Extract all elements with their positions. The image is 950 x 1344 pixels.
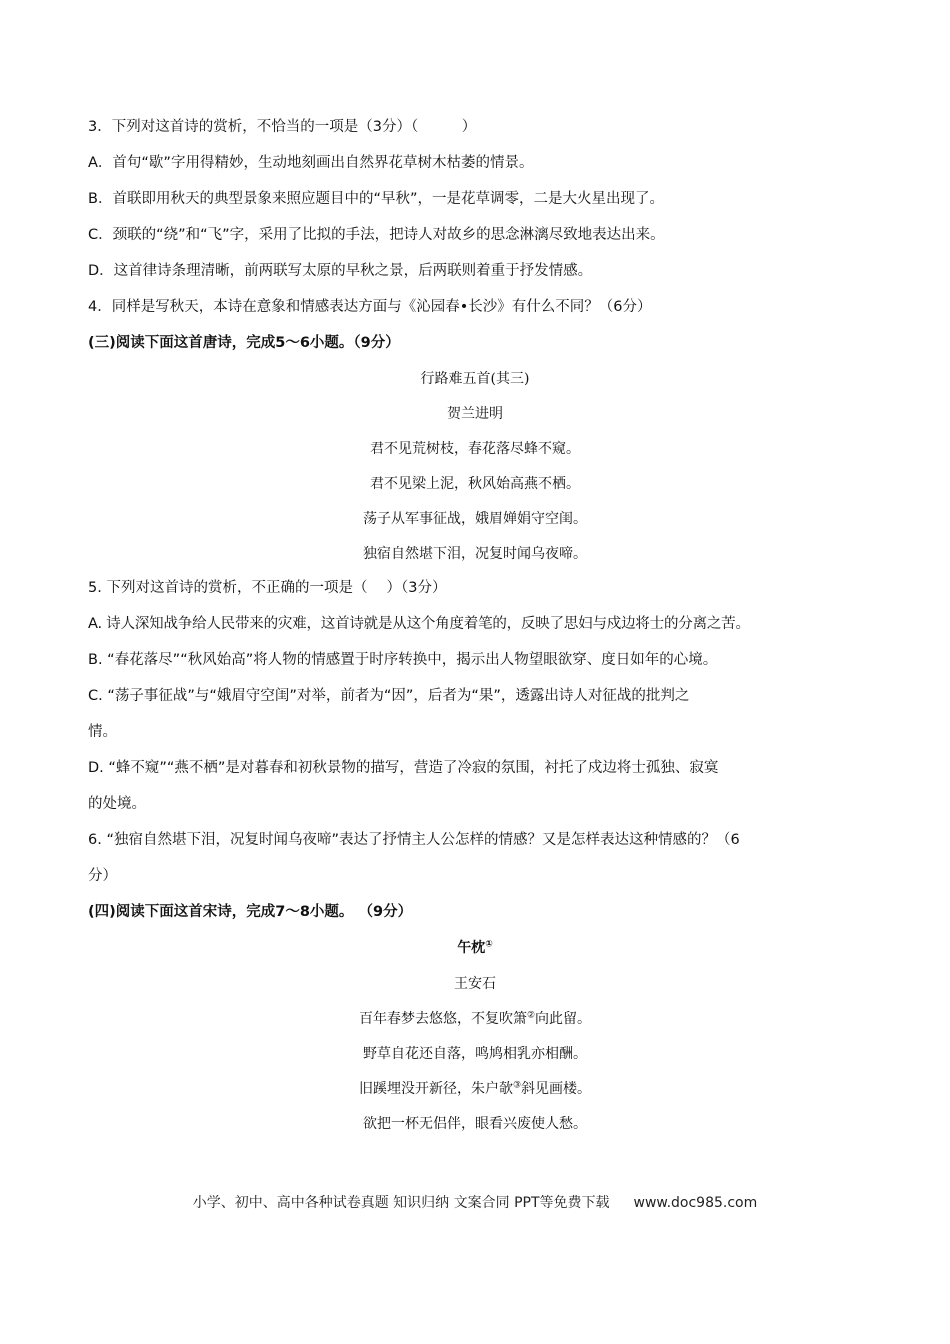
question-3-option-d: D．这首律诗条理清晰，前两联写太原的早秋之景，后两联则着重于抒发情感。 [88,263,593,279]
question-3-option-c: C．颈联的“绕”和“飞”字，采用了比拟的手法，把诗人对故乡的思念淋漓尽致地表达出来。 [88,227,665,243]
question-3-option-b: B．首联即用秋天的典型景象来照应题目中的“早秋”，一是花草调零，二是大火星出现了。 [88,191,664,207]
question-5-option-c-continued: 情。 [88,724,117,740]
question-6-continued: 分） [88,868,117,884]
poem-2-line-3: 旧蹊埋没开新径，朱户欹③斜见画楼。 [358,1080,592,1097]
footnote-marker: ① [485,939,493,950]
question-5-option-a: A. 诗人深知战争给人民带来的灾难，这首诗就是从这个角度着笔的，反映了思妇与戍边将士的分离之苦。 [88,616,750,632]
question-5-option-d-continued: 的处境。 [88,796,146,812]
question-3-option-a: A．首句“歇”字用得精妙，生动地刻画出自然界花草树木枯萎的情景。 [88,155,534,171]
question-5-stem: 5. 下列对这首诗的赏析，不正确的一项是（ ）（3分） [88,580,447,596]
footer-url[interactable]: www.doc985.com [633,1195,758,1211]
poem-2-line-1: 百年春梦去悠悠，不复吹箫②向此留。 [358,1010,592,1027]
poem-2-author: 王安石 [454,976,496,992]
poem-1-title: 行路难五首(其三) [420,371,530,387]
poem-1-line-4: 独宿自然堪下泪，况复时闻乌夜啼。 [363,546,587,562]
poem-2-line-4: 欲把一杯无侣伴，眼看兴废使人愁。 [363,1116,587,1132]
poem-1-line-2: 君不见梁上泥，秋风始高燕不栖。 [370,476,580,492]
section-3-heading: (三)阅读下面这首唐诗，完成5～6小题。（9分） [88,335,400,351]
section-4-heading: (四)阅读下面这首宋诗，完成7～8小题。 （9分） [88,904,413,920]
page-footer [0,1192,950,1212]
footnote-marker: ③ [512,1080,522,1091]
poem-2-title: 午枕① [457,939,493,956]
question-6: 6. “独宿自然堪下泪，况复时闻乌夜啼”表达了抒情主人公怎样的情感？又是怎样表达这种情感的？（6 [88,832,740,848]
poem-1-line-1: 君不见荒树枝，春花落尽蜂不窥。 [370,441,580,457]
footer-text: 小学、初中、高中各种试卷真题 知识归纳 文案合同 PPT等免费下载 [192,1195,610,1211]
question-3-stem: 3．下列对这首诗的赏析，不恰当的一项是（3分）（ ） [88,119,477,135]
poem-2-line-2: 野草自花还自落，鸣鸠相乳亦相酬。 [363,1046,587,1062]
poem-1-line-3: 荡子从军事征战，娥眉婵娟守空闺。 [363,511,587,527]
footnote-marker: ② [526,1010,536,1021]
question-5-option-b: B. “春花落尽”“秋风始高”将人物的情感置于时序转换中，揭示出人物望眼欲穿、度日如年的心境。 [88,652,718,668]
question-4: 4．同样是写秋天，本诗在意象和情感表达方面与《沁园春•长沙》有什么不同？（6分） [88,299,652,315]
question-5-option-d: D. “蜂不窥”“燕不栖”是对暮春和初秋景物的描写，营造了冷寂的氛围，衬托了戍边将士孤独、寂寞 [88,760,719,776]
poem-1-author: 贺兰进明 [447,406,503,422]
question-5-option-c: C. “荡子事征战”与“娥眉守空闺”对举，前者为“因”，后者为“果”，透露出诗人对征战的批判之 [88,688,690,704]
